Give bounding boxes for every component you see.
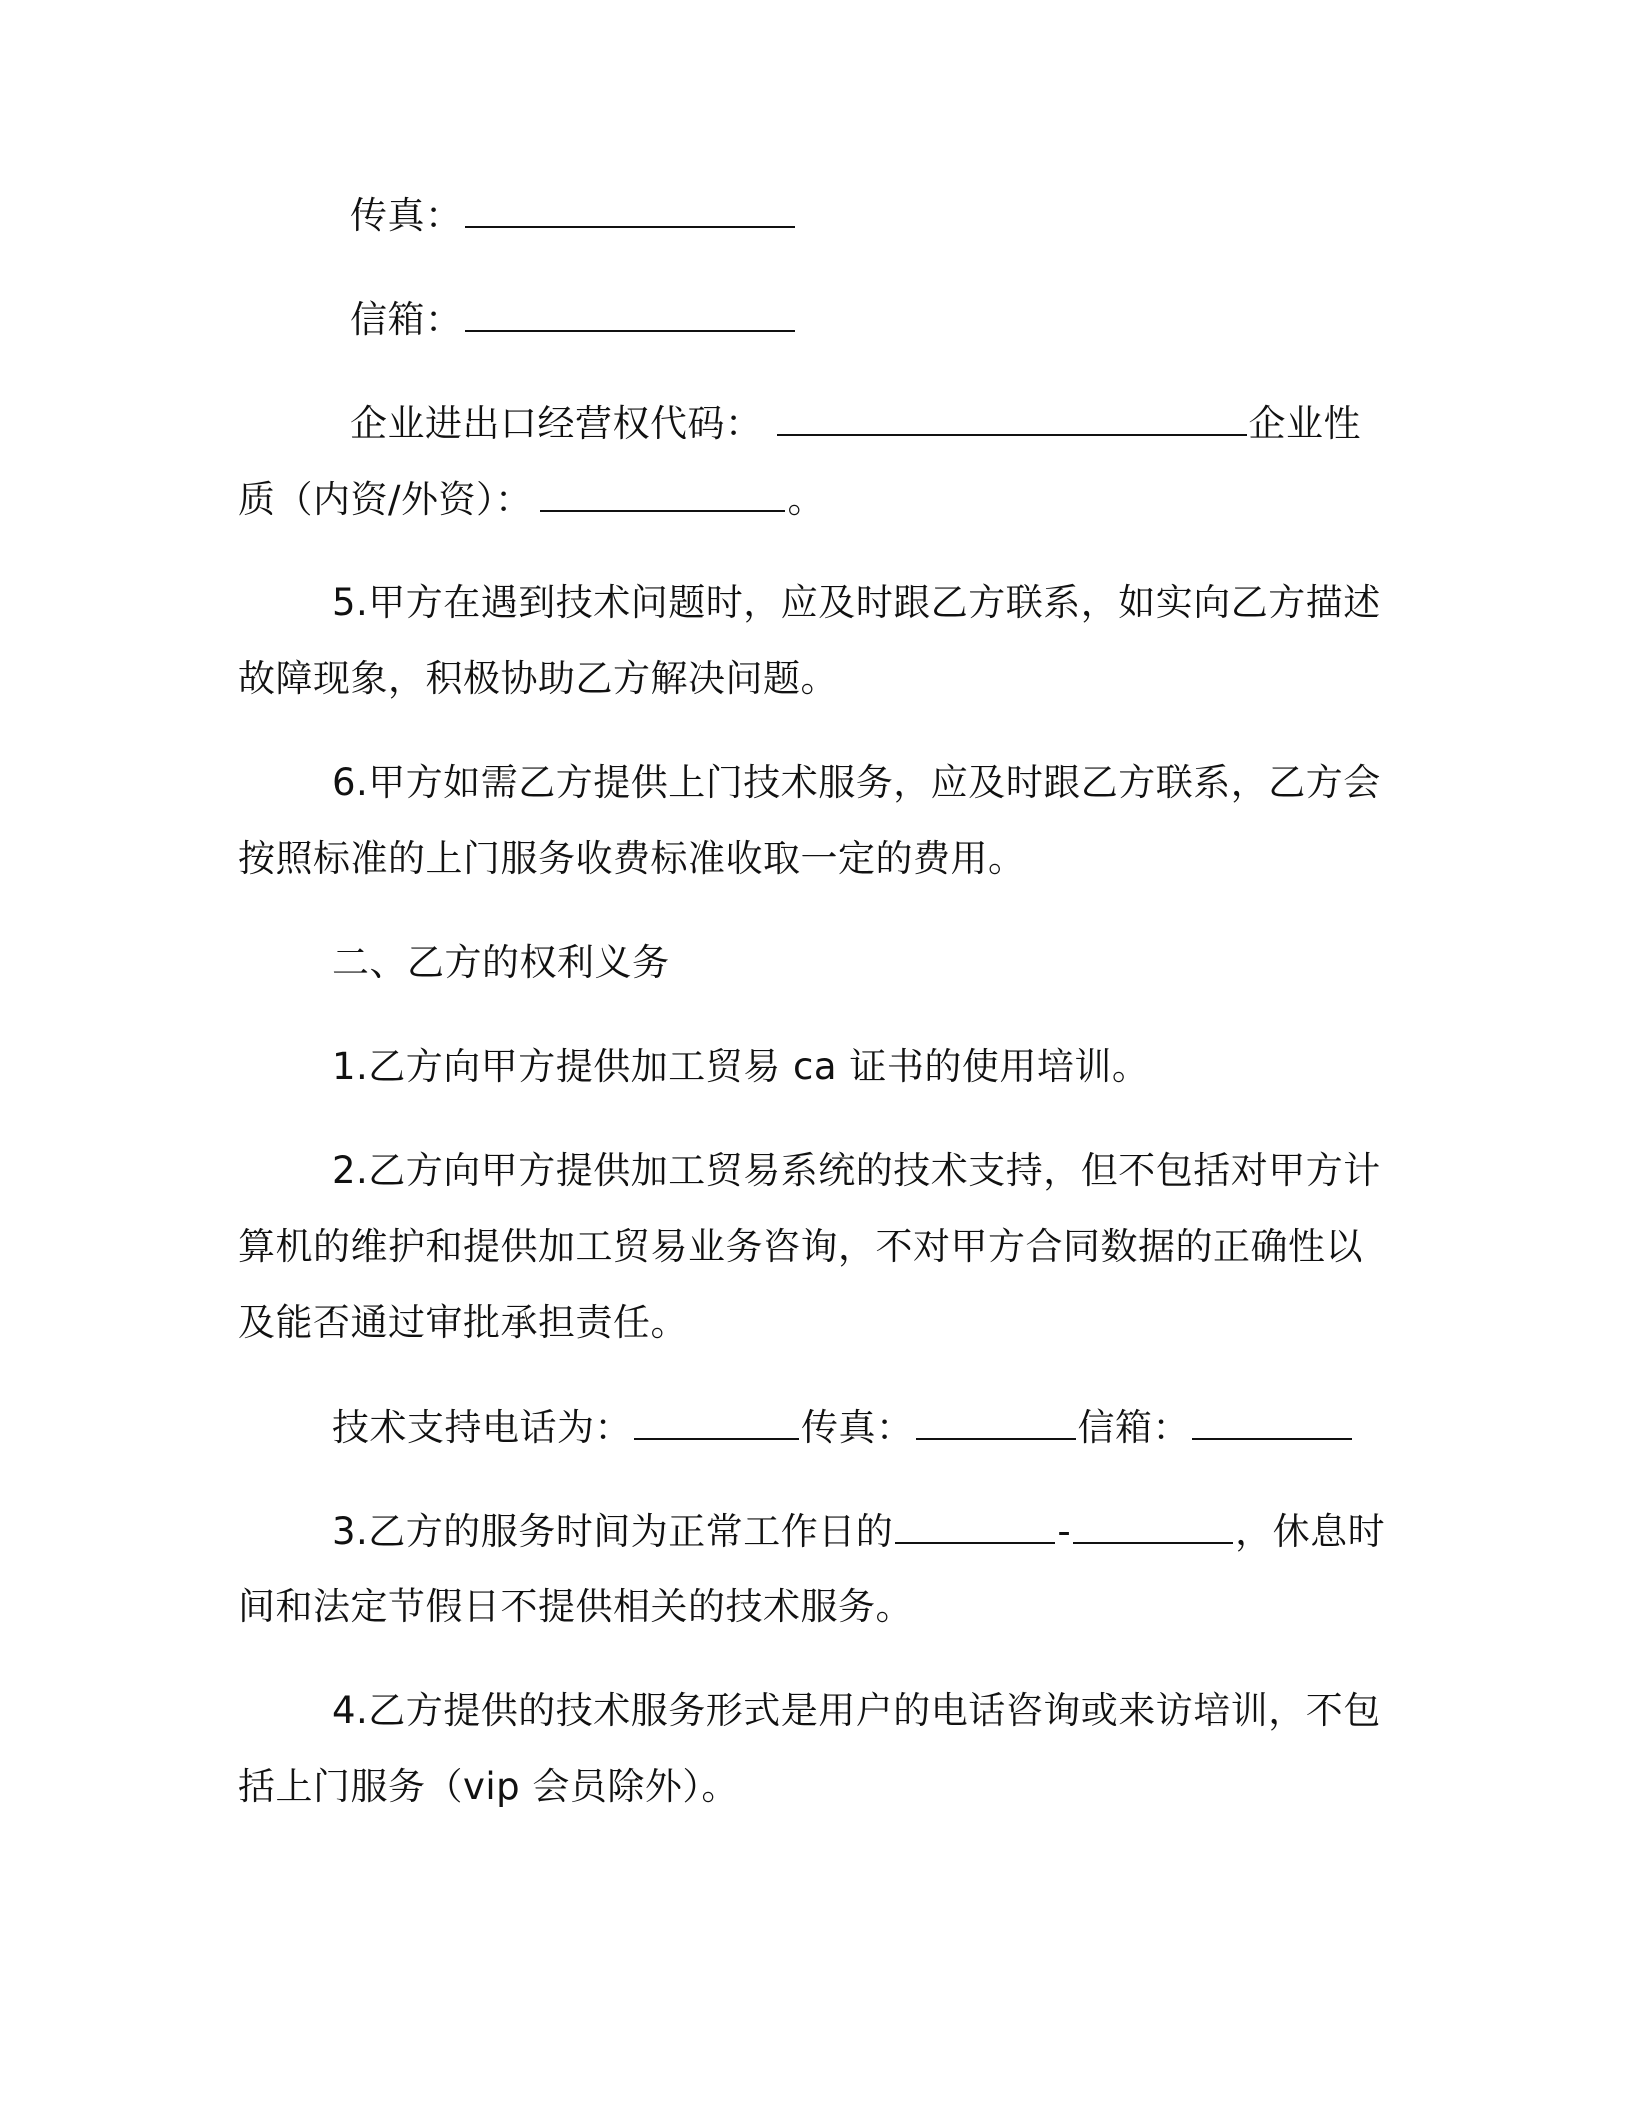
party-a-item6-line1: 6.甲方如需乙方提供上门技术服务，应及时跟乙方联系，乙方会	[332, 761, 1381, 804]
party-a-item6-line2: 按照标准的上门服务收费标准收取一定的费用。	[238, 837, 1026, 880]
party-a-item5-line1: 5.甲方在遇到技术问题时，应及时跟乙方联系，如实向乙方描述	[332, 581, 1381, 624]
trade-code-row	[350, 402, 1361, 445]
email-label: 信箱：	[350, 298, 463, 341]
support-fax-label: 传真：	[801, 1406, 914, 1449]
support-phone-label: 技术支持电话为：	[332, 1406, 632, 1449]
fax-blank[interactable]	[465, 196, 795, 228]
trade-code-label: 企业进出口经营权代码：	[350, 402, 763, 445]
email-field-row	[350, 298, 797, 341]
party-b-heading: 二、乙方的权利义务	[332, 941, 670, 984]
item3-dash: -	[1057, 1510, 1072, 1553]
party-b-item2-line1: 2.乙方向甲方提供加工贸易系统的技术支持，但不包括对甲方计	[332, 1149, 1381, 1192]
support-contact-row	[332, 1406, 1354, 1449]
fax-label: 传真：	[350, 194, 463, 237]
trade-code-blank[interactable]	[777, 404, 1247, 436]
service-end-blank[interactable]	[1073, 1512, 1233, 1544]
support-phone-blank[interactable]	[634, 1408, 799, 1440]
support-email-label: 信箱：	[1077, 1406, 1190, 1449]
party-b-item4-line2: 括上门服务（vip 会员除外）。	[238, 1765, 739, 1808]
nature-end: 。	[787, 478, 825, 521]
party-b-item3-line1	[332, 1510, 1386, 1553]
party-b-item3-line2: 间和法定节假日不提供相关的技术服务。	[238, 1585, 913, 1628]
party-a-item5-line2: 故障现象，积极协助乙方解决问题。	[238, 657, 838, 700]
party-b-item2-line3: 及能否通过审批承担责任。	[238, 1301, 688, 1344]
email-blank[interactable]	[465, 300, 795, 332]
service-start-blank[interactable]	[895, 1512, 1055, 1544]
item3-text-part2: ，休息时	[1235, 1510, 1386, 1553]
party-b-item4-line1: 4.乙方提供的技术服务形式是用户的电话咨询或来访培训，不包	[332, 1689, 1381, 1732]
fax-field-row	[350, 194, 797, 237]
nature-label-part2: 质（内资/外资）：	[238, 478, 533, 521]
nature-blank[interactable]	[540, 480, 785, 512]
support-email-blank[interactable]	[1192, 1408, 1352, 1440]
item3-text-part1: 3.乙方的服务时间为正常工作日的	[332, 1510, 894, 1553]
nature-label-part1: 企业性	[1248, 402, 1361, 445]
support-fax-blank[interactable]	[916, 1408, 1076, 1440]
party-b-item2-line2: 算机的维护和提供加工贸易业务咨询，不对甲方合同数据的正确性以	[238, 1225, 1363, 1268]
party-b-item1: 1.乙方向甲方提供加工贸易 ca 证书的使用培训。	[332, 1045, 1150, 1088]
nature-row	[238, 478, 825, 521]
